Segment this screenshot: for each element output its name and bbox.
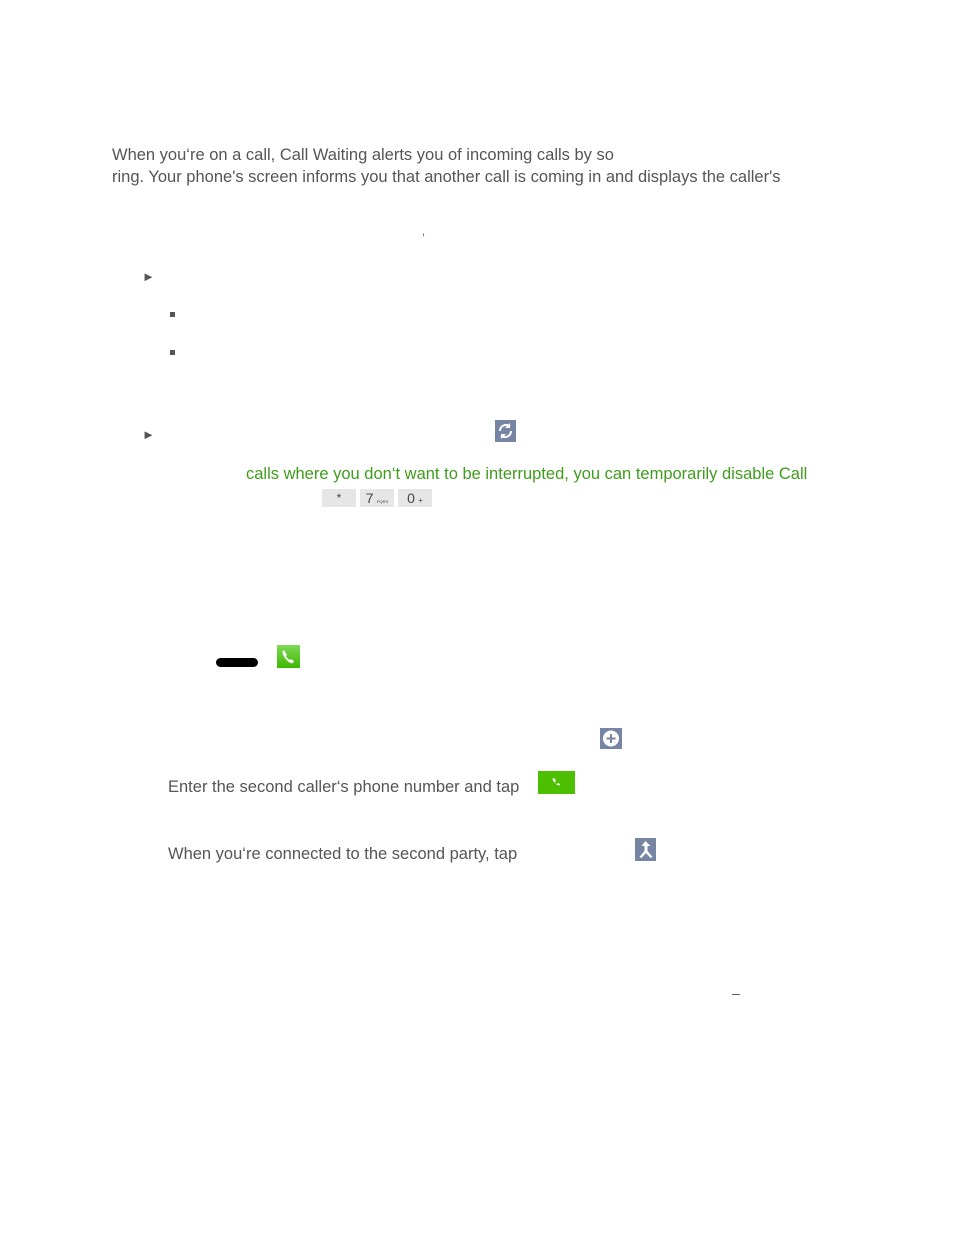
add-call-icon[interactable]	[600, 728, 622, 749]
stray-comma: ,	[422, 226, 426, 238]
key-label: *	[336, 491, 342, 505]
call-button-icon[interactable]	[538, 771, 575, 794]
merge-icon[interactable]	[635, 838, 656, 861]
intro-line-1: When you‘re on a call, Call Waiting alerts you of incoming calls by so	[112, 146, 614, 164]
step-enter-number: Enter the second caller‘s phone number and tap	[168, 778, 520, 796]
intro-line-2: ring. Your phone's screen informs you that another call is coming in and displays the caller's	[112, 168, 781, 186]
step-connected: When you‘re connected to the second party, tap	[168, 845, 518, 863]
key-sublabel: PQRS	[376, 499, 389, 504]
square-bullet-icon	[170, 312, 175, 317]
stray-dash: –	[732, 985, 740, 1001]
arrow-bullet-icon: ►	[142, 269, 155, 284]
key-0[interactable]	[398, 489, 432, 507]
key-7[interactable]	[360, 489, 394, 507]
key-label: 7	[365, 490, 374, 506]
home-key-icon[interactable]	[216, 658, 258, 667]
phone-icon[interactable]	[277, 645, 300, 668]
green-note: calls where you don‘t want to be interrupted, you can temporarily disable Call	[246, 465, 808, 483]
key-star[interactable]	[322, 489, 356, 507]
key-label: 0	[407, 490, 415, 506]
key-sublabel: +	[418, 496, 423, 505]
swap-icon[interactable]	[495, 420, 516, 442]
arrow-bullet-icon: ►	[142, 427, 155, 442]
square-bullet-icon	[170, 350, 175, 355]
